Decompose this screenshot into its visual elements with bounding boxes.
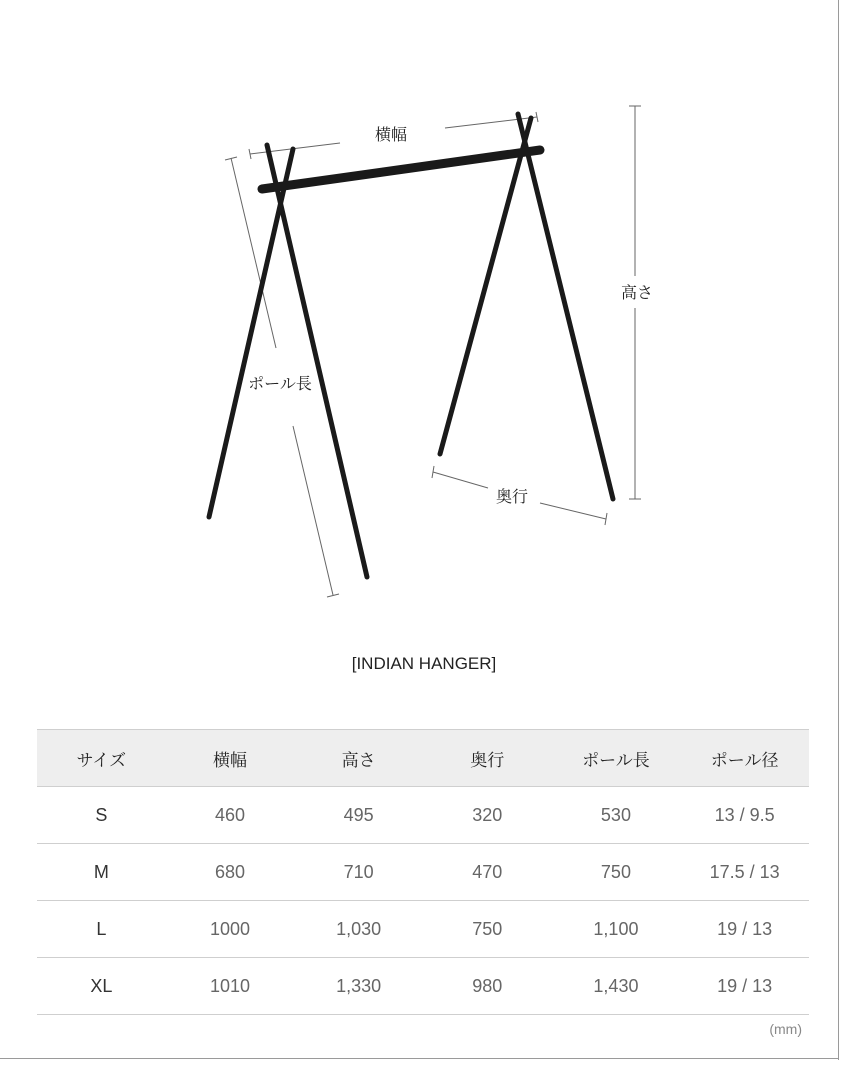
hanger-structure <box>209 114 613 577</box>
size-cell: M <box>37 844 166 901</box>
height-cell: 1,330 <box>294 958 423 1015</box>
header-height: 高さ <box>294 730 423 787</box>
table-row <box>37 844 809 901</box>
bottom-border-line <box>0 1058 839 1059</box>
left-front-pole <box>267 145 367 577</box>
top-bar <box>262 150 540 189</box>
header-depth: 奥行 <box>423 730 552 787</box>
depth-label: 奥行 <box>495 487 529 506</box>
height-dimension <box>629 106 641 499</box>
height-cell: 1,030 <box>294 901 423 958</box>
right-border-line <box>838 0 839 1060</box>
header-width: 横幅 <box>166 730 295 787</box>
width-cell: 1010 <box>166 958 295 1015</box>
depth-cell: 750 <box>423 901 552 958</box>
pole-diameter-cell: 19 / 13 <box>680 958 809 1015</box>
width-cell: 460 <box>166 787 295 844</box>
right-front-pole <box>518 114 613 499</box>
pole-length-cell: 750 <box>552 844 681 901</box>
header-pole-diameter: ポール径 <box>680 730 809 787</box>
pole-length-cell: 1,100 <box>552 901 681 958</box>
pole-length-cell: 530 <box>552 787 681 844</box>
pole-length-label: ポール長 <box>248 374 312 393</box>
height-cell: 710 <box>294 844 423 901</box>
pole-diameter-cell: 13 / 9.5 <box>680 787 809 844</box>
header-pole-length: ポール長 <box>552 730 681 787</box>
table-row <box>37 901 809 958</box>
pole-diameter-cell: 19 / 13 <box>680 901 809 958</box>
depth-cell: 980 <box>423 958 552 1015</box>
header-size: サイズ <box>37 730 166 787</box>
table-row <box>37 958 809 1015</box>
width-cell: 680 <box>166 844 295 901</box>
width-cell: 1000 <box>166 901 295 958</box>
table-header-row <box>37 730 809 787</box>
depth-cell: 320 <box>423 787 552 844</box>
height-cell: 495 <box>294 787 423 844</box>
height-label: 高さ <box>620 283 654 302</box>
size-cell: L <box>37 901 166 958</box>
pole-length-cell: 1,430 <box>552 958 681 1015</box>
right-back-pole <box>440 118 531 454</box>
unit-note: (mm) <box>769 1021 802 1037</box>
size-cell: XL <box>37 958 166 1015</box>
width-label: 横幅 <box>374 125 408 144</box>
pole-diameter-cell: 17.5 / 13 <box>680 844 809 901</box>
size-cell: S <box>37 787 166 844</box>
table-row <box>37 787 809 844</box>
product-caption: [INDIAN HANGER] <box>351 654 497 673</box>
size-table <box>37 729 809 1015</box>
left-back-pole <box>209 149 293 517</box>
depth-cell: 470 <box>423 844 552 901</box>
